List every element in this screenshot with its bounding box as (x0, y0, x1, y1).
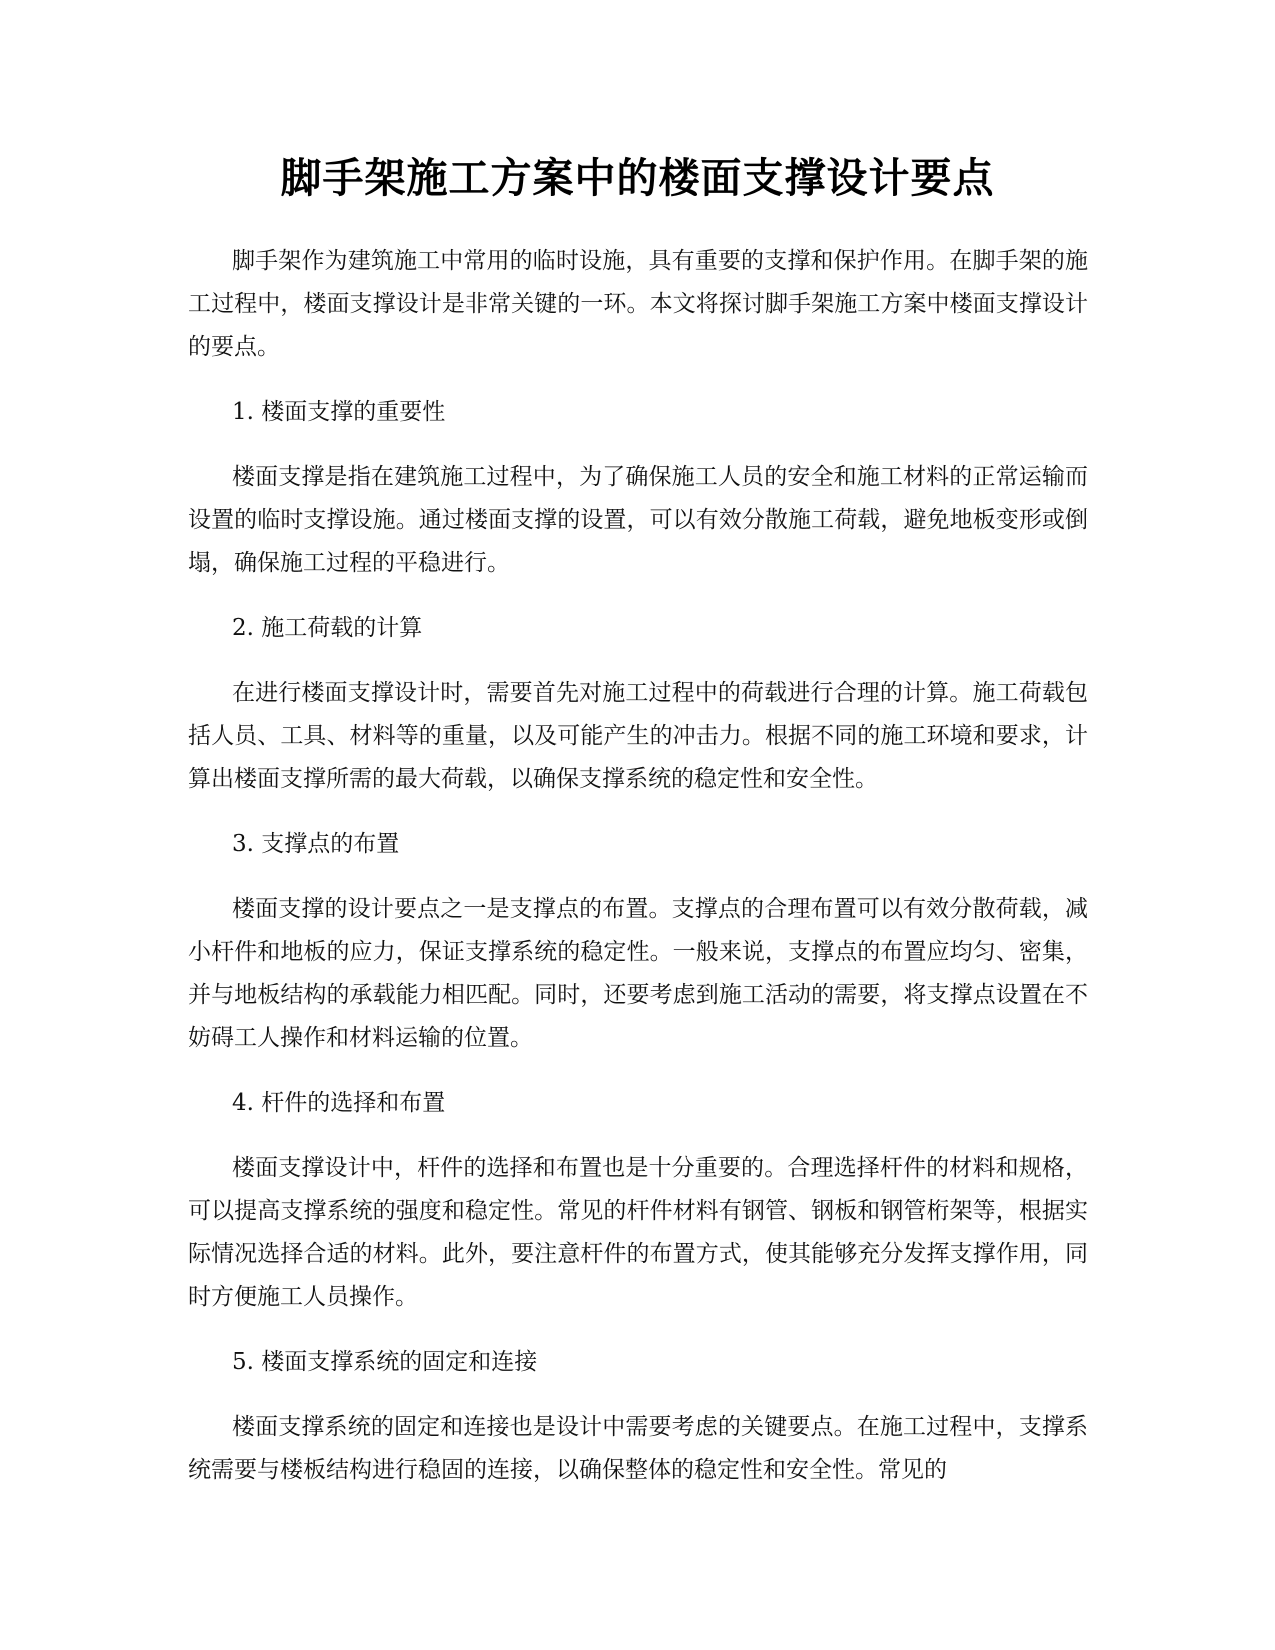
section-heading-3: 3. 支撑点的布置 (232, 831, 400, 857)
section-paragraph-2: 在进行楼面支撑设计时，需要首先对施工过程中的荷载进行合理的计算。施工荷载包括人员、工具、材料等的重量，以及可能产生的冲击力。根据不同的施工环境和要求，计算出楼面支撑所需的最大荷载，以确保支撑系统的稳定性和安全性。 (188, 680, 1088, 792)
section-heading-4: 4. 杆件的选择和布置 (232, 1090, 446, 1116)
section-heading-5: 5. 楼面支撑系统的固定和连接 (232, 1349, 538, 1375)
section-heading-2: 2. 施工荷载的计算 (232, 615, 423, 641)
document-title: 脚手架施工方案中的楼面支撑设计要点 (280, 154, 995, 202)
document-body (188, 240, 1088, 1514)
section-paragraph-4: 楼面支撑设计中，杆件的选择和布置也是十分重要的。合理选择杆件的材料和规格，可以提高支撑系统的强度和稳定性。常见的杆件材料有钢管、钢板和钢管桁架等，根据实际情况选择合适的材料。此外，要注意杆件的布置方式，使其能够充分发挥支撑作用，同时方便施工人员操作。 (188, 1155, 1088, 1310)
section-paragraph-5: 楼面支撑系统的固定和连接也是设计中需要考虑的关键要点。在施工过程中，支撑系统需要与楼板结构进行稳固的连接，以确保整体的稳定性和安全性。常见的 (188, 1414, 1088, 1483)
section-paragraph-1: 楼面支撑是指在建筑施工过程中，为了确保施工人员的安全和施工材料的正常运输而设置的临时支撑设施。通过楼面支撑的设置，可以有效分散施工荷载，避免地板变形或倒塌，确保施工过程的平稳进行。 (188, 464, 1088, 576)
section-heading-1: 1. 楼面支撑的重要性 (232, 399, 446, 425)
intro-paragraph: 脚手架作为建筑施工中常用的临时设施，具有重要的支撑和保护作用。在脚手架的施工过程中，楼面支撑设计是非常关键的一环。本文将探讨脚手架施工方案中楼面支撑设计的要点。 (188, 248, 1088, 360)
section-paragraph-3: 楼面支撑的设计要点之一是支撑点的布置。支撑点的合理布置可以有效分散荷载，减小杆件和地板的应力，保证支撑系统的稳定性。一般来说，支撑点的布置应均匀、密集，并与地板结构的承载能力相匹配。同时，还要考虑到施工活动的需要，将支撑点设置在不妨碍工人操作和材料运输的位置。 (188, 896, 1088, 1051)
